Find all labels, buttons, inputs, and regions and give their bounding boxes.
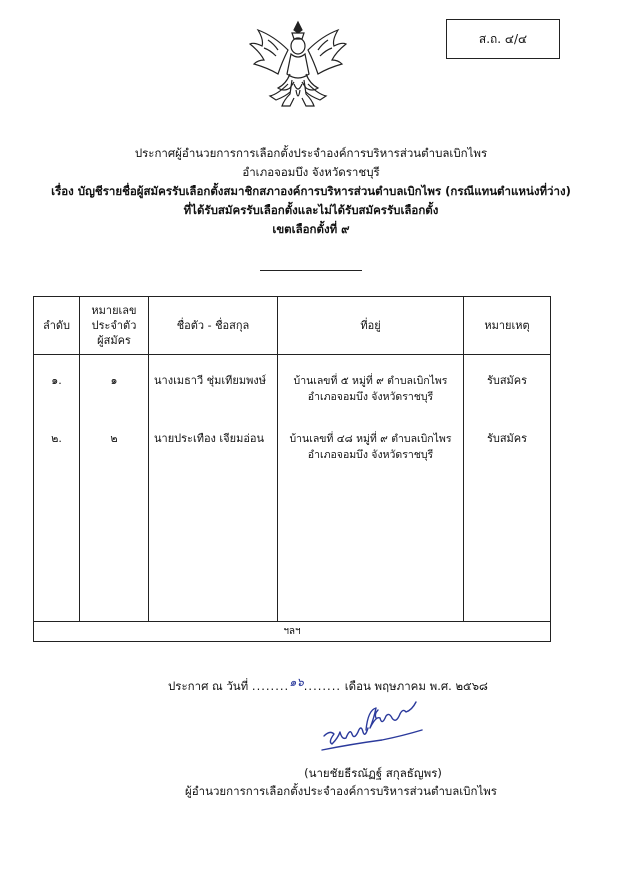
row-1-remark: รับสมัคร [486, 374, 528, 387]
header-name: ชื่อตัว - ชื่อสกุล [149, 297, 278, 355]
row-2-name: นายประเทือง เจียมอ่อน [154, 432, 265, 445]
row-1-address [278, 355, 463, 413]
table-header-row [34, 297, 551, 355]
header-number-line-1: หมายเลข [91, 304, 137, 317]
heading-divider [260, 270, 362, 271]
heading-line-2: อำเภอจอมบึง จังหวัดราชบุรี [242, 165, 380, 179]
row-1-address-line-1: บ้านเลขที่ ๕ หมู่ที่ ๙ ตำบลเบิกไพร [293, 375, 448, 387]
candidate-table [33, 296, 551, 642]
column-remark [464, 355, 551, 622]
heading-line-1: ประกาศผู้อำนวยการการเลือกตั้งประจำองค์การบริหารส่วนตำบลเบิกไพร [134, 146, 488, 160]
row-2-address [278, 413, 463, 471]
header-no: ลำดับ [34, 297, 80, 355]
form-code-box [446, 19, 560, 59]
table-body [34, 355, 551, 622]
heading-line-3: เรื่อง บัญชีรายชื่อผู้สมัครรับเลือกตั้งสมาชิกสภาองค์การบริหารส่วนตำบลเบิกไพร (กรณีแทนตำแหน่งที่ว่าง) [51, 184, 571, 198]
date-day: ๑๖ [289, 675, 304, 689]
date-year: พ.ศ. ๒๕๖๘ [429, 679, 488, 693]
form-code: ส.ถ. ๔/๔ [478, 31, 528, 46]
row-2-remark: รับสมัคร [486, 432, 528, 445]
date-month: พฤษภาคม [374, 679, 426, 693]
row-2-number: ๒ [110, 432, 118, 445]
heading-line-4: ที่ได้รับสมัครรับเลือกตั้งและไม่ได้รับสมัครรับเลือกตั้ง [183, 203, 439, 217]
row-1-address-line-2: อำเภอจอมบึง จังหวัดราชบุรี [307, 391, 434, 403]
header-number-line-2: ประจำตัว [91, 319, 137, 332]
garuda-emblem-icon [248, 18, 348, 114]
signer-title: ผู้อำนวยการการเลือกตั้งประจำองค์การบริหารส่วนตำบลเบิกไพร [185, 784, 497, 798]
column-no [34, 355, 80, 622]
date-dots-after: ........ [303, 679, 342, 693]
header-remark: หมายเหตุ [464, 297, 551, 355]
column-address [278, 355, 464, 622]
header-number-line-3: ผู้สมัคร [97, 334, 131, 347]
announcement-date [168, 675, 488, 696]
row-2-address-line-1: บ้านเลขที่ ๔๘ หมู่ที่ ๙ ตำบลเบิกไพร [289, 433, 452, 445]
header-candidate-number [80, 297, 149, 355]
column-name [149, 355, 278, 622]
row-2-address-line-2: อำเภอจอมบึง จังหวัดราชบุรี [307, 449, 434, 461]
row-2-no: ๒. [51, 432, 62, 445]
date-prefix: ประกาศ ณ วันที่ [168, 679, 249, 693]
row-1-number: ๑ [110, 374, 118, 387]
row-1-no: ๑. [51, 374, 62, 387]
header-address: ที่อยู่ [278, 297, 464, 355]
heading-line-5: เขตเลือกตั้งที่ ๙ [272, 222, 350, 236]
date-dots-before: ........ [251, 679, 290, 693]
table-footer-row [34, 622, 551, 642]
signer-name: (นายชัยธีรณัฏฐ์ สกุลธัญพร) [304, 766, 442, 780]
announcement-heading [0, 144, 622, 239]
date-month-label: เดือน [344, 679, 371, 693]
row-1-name: นางเมธาวี ชุ่มเทียมพงษ์ [154, 374, 266, 387]
table-footer-ellipsis: ฯลฯ [34, 622, 551, 642]
column-number [80, 355, 149, 622]
handwritten-signature [318, 700, 428, 758]
